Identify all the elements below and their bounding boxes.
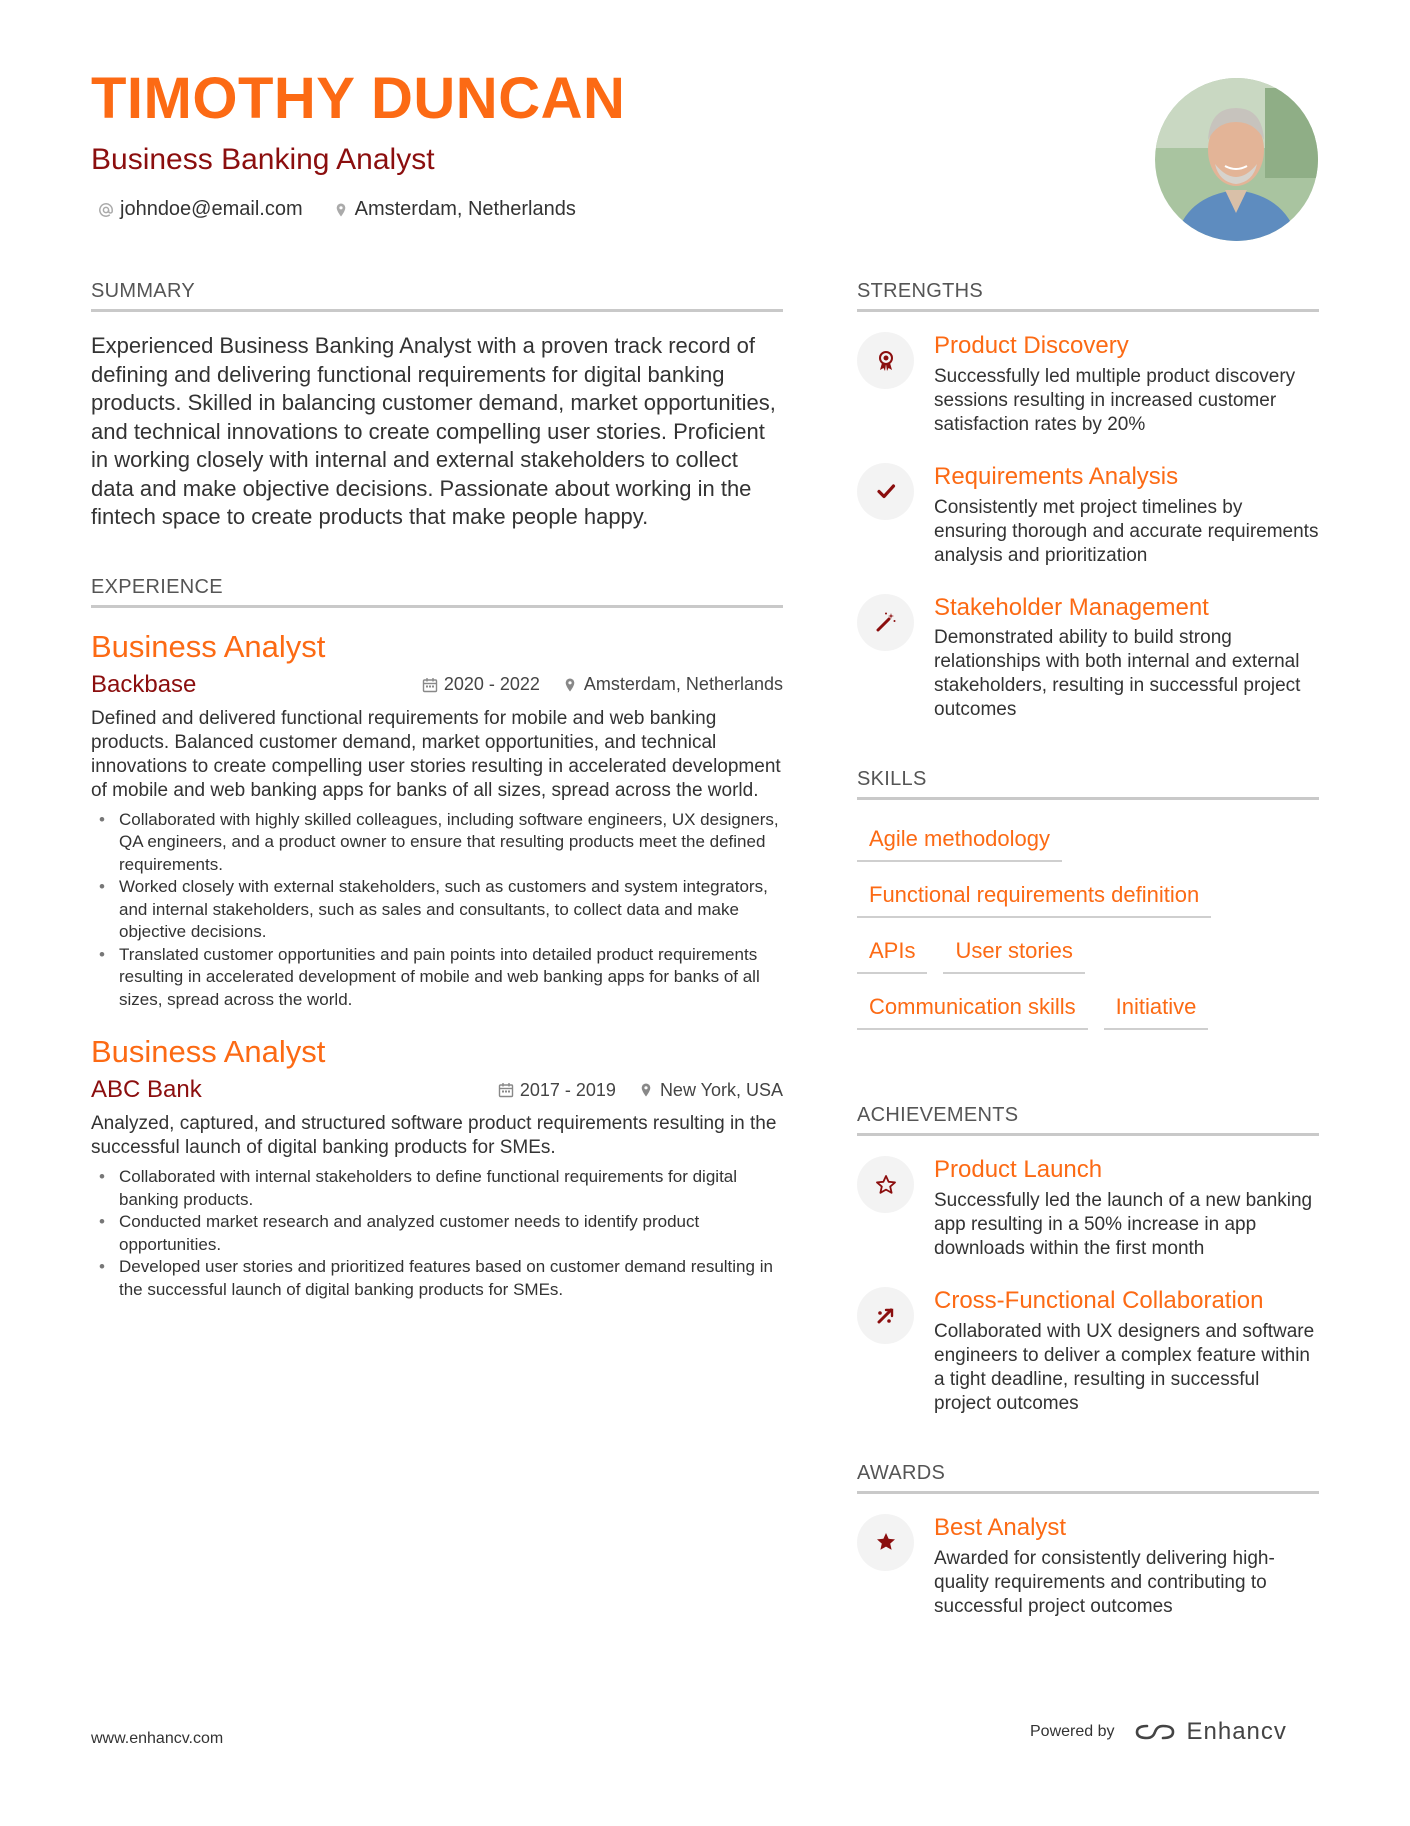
magic-wand-icon xyxy=(874,610,898,634)
achievement-description: Successfully led the launch of a new banking app resulting in a 50% increase in app downloads within the first month xyxy=(934,1190,1313,1260)
location-text: Amsterdam, Netherlands xyxy=(354,198,576,220)
award-description: Awarded for consistently delivering high-quality requirements and contributing to successful project outcomes xyxy=(934,1547,1275,1617)
strength-item xyxy=(857,463,1319,568)
strength-item xyxy=(857,332,1319,437)
company-name: ABC Bank xyxy=(91,1076,202,1104)
section-heading-summary: SUMMARY xyxy=(91,280,783,312)
contact-location xyxy=(333,198,576,221)
strength-description: Successfully led multiple product discovery sessions resulting in increased customer satisfaction rates by 20% xyxy=(934,365,1296,435)
powered-by-text: Powered by xyxy=(1030,1723,1115,1740)
skills-list xyxy=(857,820,1319,1030)
list-item: • Developed user stories and prioritized features based on customer demand resulting in the successful launch of digital banking products for SMEs. xyxy=(119,1256,783,1301)
skill-tag: Functional requirements definition xyxy=(857,876,1211,918)
achievement-item xyxy=(857,1156,1319,1261)
company-name: Backbase xyxy=(91,670,197,698)
job-dates: 2017 - 2019 xyxy=(519,1079,616,1100)
footer-website[interactable]: www.enhancv.com xyxy=(91,1730,224,1747)
section-heading-strengths: STRENGTHS xyxy=(857,280,1319,312)
list-item: • Collaborated with internal stakeholders to define functional requirements for digital banking products. xyxy=(119,1166,783,1211)
email-text: johndoe@email.com xyxy=(120,198,303,220)
job-bullets xyxy=(91,1166,783,1301)
strength-description: Demonstrated ability to build strong relationships with both internal and external stakeholders, resulting in successful project outcomes xyxy=(934,627,1301,721)
award-item xyxy=(857,1514,1319,1619)
strength-title: Product Discovery xyxy=(934,332,1129,359)
section-heading-awards: AWARDS xyxy=(857,1462,1319,1494)
section-heading-experience: EXPERIENCE xyxy=(91,576,783,608)
brand-name: Enhancv xyxy=(1186,1718,1287,1745)
checkmark-icon xyxy=(874,479,898,503)
job-description: Defined and delivered functional requirements for mobile and web banking products. Balanced customer demand, market opportunities, and technical innovations to create compelling user stories resulting in accelerated development of mobile and web banking apps for banks of all sizes, spread across the world. xyxy=(91,707,781,801)
award-title: Best Analyst xyxy=(934,1513,1067,1541)
achievement-description: Collaborated with UX designers and software engineers to deliver a complex feature within a tight deadline, resulting in successful project outcomes xyxy=(934,1320,1315,1414)
job-description: Analyzed, captured, and structured software product requirements resulting in the successful launch of digital banking products for SMEs. xyxy=(91,1113,777,1159)
candidate-title: Business Banking Analyst xyxy=(91,143,435,176)
experience-entry xyxy=(91,1033,783,1301)
job-title: Business Analyst xyxy=(91,1034,326,1070)
list-item: • Conducted market research and analyzed customer needs to identify product opportunities. xyxy=(119,1211,783,1256)
section-heading-skills: SKILLS xyxy=(857,768,1319,800)
strength-title: Stakeholder Management xyxy=(934,593,1209,621)
right-column xyxy=(857,280,1319,1645)
enhancv-logo-icon xyxy=(1133,1720,1177,1744)
location-pin-icon xyxy=(562,677,578,693)
job-location: Amsterdam, Netherlands xyxy=(583,674,783,695)
skill-tag: Initiative xyxy=(1104,988,1209,1030)
brand-logo[interactable] xyxy=(1133,1718,1287,1746)
collaboration-icon xyxy=(874,1304,898,1328)
section-heading-achievements: ACHIEVEMENTS xyxy=(857,1104,1319,1136)
skill-tag: Agile methodology xyxy=(857,820,1062,862)
job-dates: 2020 - 2022 xyxy=(443,674,540,695)
calendar-icon xyxy=(498,1082,514,1098)
list-item: • Collaborated with highly skilled colleagues, including software engineers, UX designers, QA engineers, and a product owner to ensure that resulting products meet the defined requirements. xyxy=(119,809,783,877)
star-outline-icon xyxy=(874,1173,898,1197)
calendar-icon xyxy=(422,677,438,693)
at-icon xyxy=(98,202,114,218)
skill-tag: Communication skills xyxy=(857,988,1088,1030)
achievement-title: Product Launch xyxy=(934,1156,1103,1184)
strength-item xyxy=(857,594,1319,723)
award-ribbon-icon xyxy=(874,349,898,373)
candidate-name: TIMOTHY DUNCAN xyxy=(91,66,626,131)
left-column xyxy=(91,280,783,1301)
skill-tag: APIs xyxy=(857,932,927,974)
strength-description: Consistently met project timelines by ensuring thorough and accurate requirements analysis and prioritization xyxy=(934,496,1319,566)
job-title: Business Analyst xyxy=(91,628,326,664)
achievement-item xyxy=(857,1287,1319,1416)
job-location: New York, USA xyxy=(659,1079,783,1100)
job-bullets xyxy=(91,809,783,1012)
contact-email[interactable] xyxy=(98,198,303,221)
location-pin-icon xyxy=(638,1082,654,1098)
achievement-title: Cross-Functional Collaboration xyxy=(934,1287,1264,1315)
profile-photo xyxy=(1155,78,1318,241)
summary-text: Experienced Business Banking Analyst with a proven track record of defining and delivering functional requirements for digital banking products. Skilled in balancing customer demand, market opportunities, and technical innovations to create compelling user stories. Proficient in working closely with internal and external stakeholders to collect data and make objective decisions. Passionate about working in the fintech space to create products that make people happy. xyxy=(91,333,776,529)
list-item: • Worked closely with external stakeholders, such as customers and system integrators, and internal stakeholders, such as sales and consultants, to collect data and make objective decisions. xyxy=(119,876,783,944)
strength-title: Requirements Analysis xyxy=(934,462,1179,490)
list-item: • Translated customer opportunities and pain points into detailed product requirements resulting in accelerated development of mobile and web banking apps for banks of all sizes, spread across the world. xyxy=(119,944,783,1012)
footer-branding xyxy=(1030,1718,1287,1746)
contact-info xyxy=(98,198,576,221)
location-pin-icon xyxy=(333,202,349,218)
experience-entry xyxy=(91,628,783,1012)
star-filled-icon xyxy=(874,1530,898,1554)
skill-tag: User stories xyxy=(943,932,1084,974)
